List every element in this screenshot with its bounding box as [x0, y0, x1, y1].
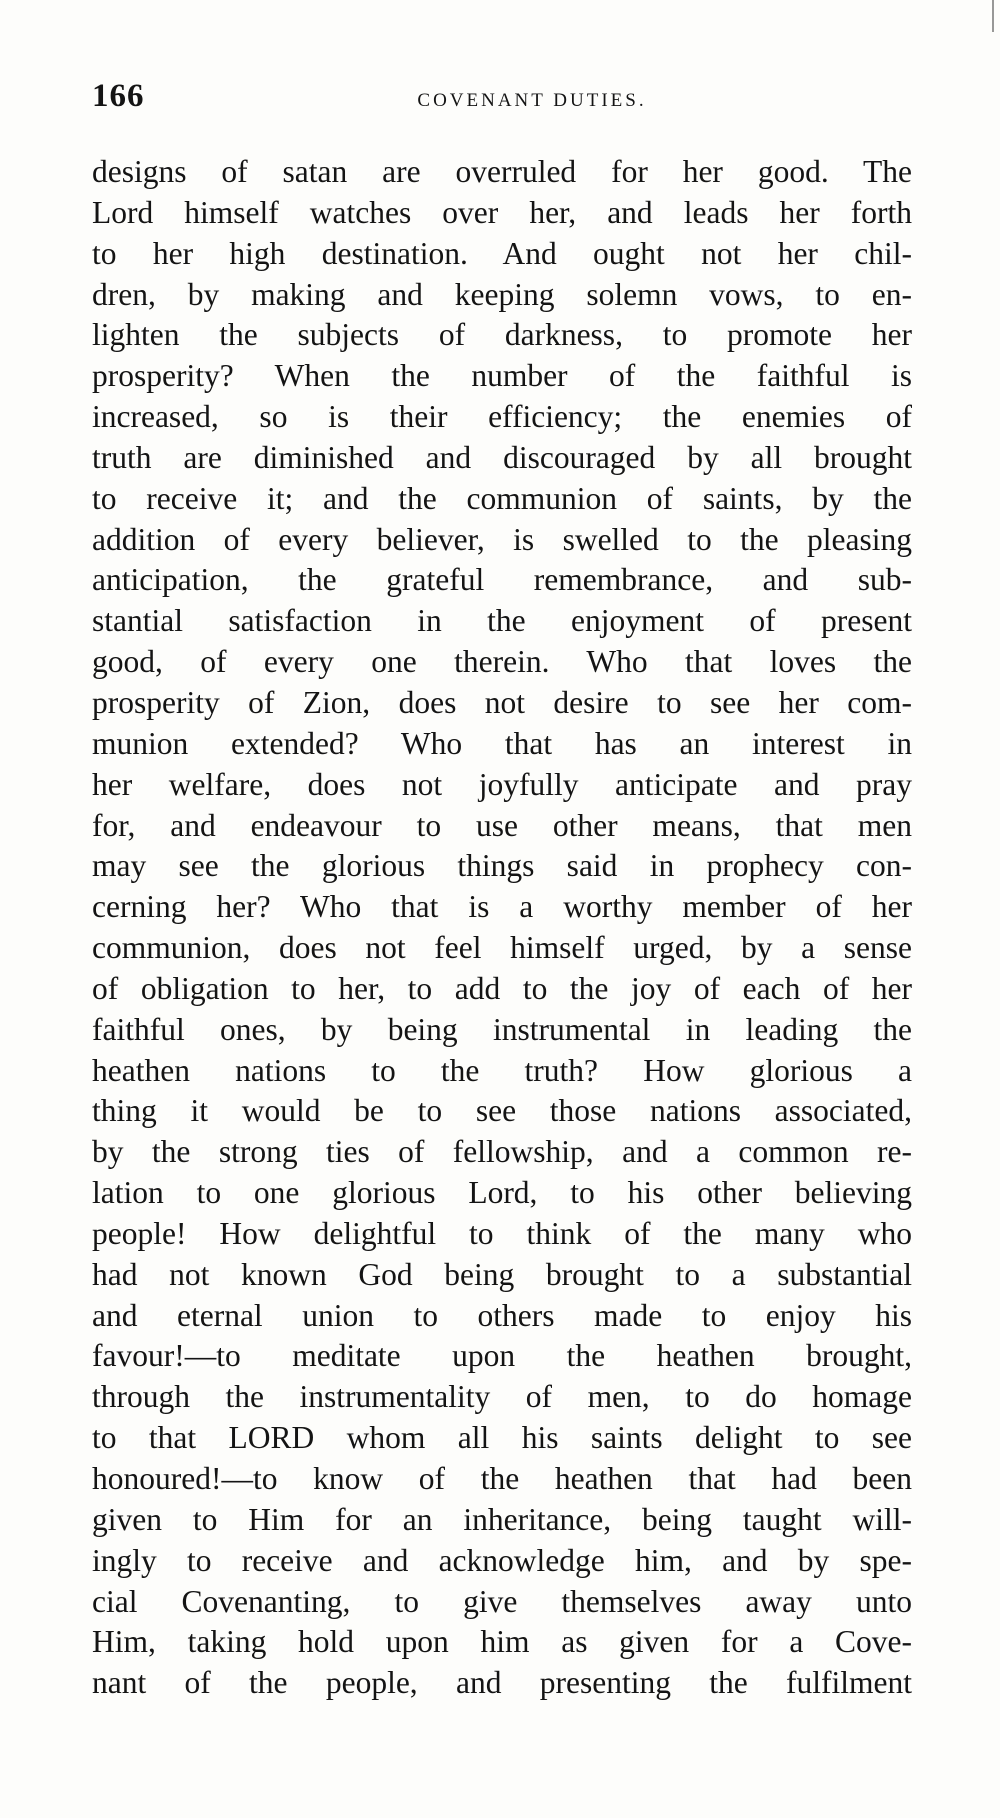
text-line: favour!—to meditate upon the heathen brought,: [92, 1338, 912, 1374]
text-line: people! How delightful to think of the many who: [92, 1215, 912, 1251]
text-line: communion, does not feel himself urged, by a sense: [92, 930, 912, 966]
body-text: [92, 152, 912, 1704]
text-line: prosperity of Zion, does not desire to see her com-: [92, 684, 912, 720]
text-line: good, of every one therein. Who that loves the: [92, 644, 912, 680]
page-number: 166: [92, 78, 145, 114]
text-line: lation to one glorious Lord, to his other believing: [92, 1175, 912, 1211]
text-line: nant of the people, and presenting the fulfilment: [92, 1665, 912, 1701]
text-line: by the strong ties of fellowship, and a common re-: [92, 1134, 912, 1170]
text-line: faithful ones, by being instrumental in leading the: [92, 1011, 912, 1047]
text-line: heathen nations to the truth? How glorious a: [92, 1052, 912, 1088]
text-line: munion extended? Who that has an interest in: [92, 725, 912, 761]
text-line: and eternal union to others made to enjoy his: [92, 1297, 912, 1333]
text-line: anticipation, the grateful remembrance, and sub-: [92, 562, 912, 598]
text-line: dren, by making and keeping solemn vows, to en-: [92, 276, 912, 312]
text-line: to receive it; and the communion of saints, by the: [92, 480, 912, 516]
text-line: thing it would be to see those nations associated,: [92, 1093, 912, 1129]
text-line: to that LORD whom all his saints delight to see: [92, 1420, 912, 1456]
text-line: cial Covenanting, to give themselves away unto: [92, 1583, 912, 1619]
page-edge-mark: [992, 0, 994, 32]
text-line: Him, taking hold upon him as given for a Cove-: [92, 1624, 912, 1660]
text-line: to her high destination. And ought not her chil-: [92, 235, 912, 271]
text-line: increased, so is their efficiency; the enemies of: [92, 399, 912, 435]
text-line: honoured!—to know of the heathen that had been: [92, 1461, 912, 1496]
running-title: COVENANT DUTIES.: [417, 90, 647, 111]
text-line: stantial satisfaction in the enjoyment of present: [92, 603, 912, 639]
text-line: her welfare, does not joyfully anticipate and pray: [92, 766, 912, 802]
text-line: may see the glorious things said in prophecy con-: [92, 848, 912, 884]
text-line: prosperity? When the number of the faithful is: [92, 358, 912, 394]
text-line: lighten the subjects of darkness, to promote her: [92, 317, 912, 353]
text-line: had not known God being brought to a substantial: [92, 1256, 912, 1292]
text-line: truth are diminished and discouraged by all brought: [92, 439, 912, 475]
text-line: addition of every believer, is swelled to the pleasing: [92, 521, 912, 557]
page-header: [92, 78, 912, 118]
text-line: ingly to receive and acknowledge him, and by spe-: [92, 1542, 912, 1578]
text-line: for, and endeavour to use other means, that men: [92, 807, 912, 843]
text-line: given to Him for an inheritance, being taught will-: [92, 1501, 912, 1537]
text-line: of obligation to her, to add to the joy of each of her: [92, 970, 912, 1006]
text-line: Lord himself watches over her, and leads her forth: [92, 194, 912, 230]
text-line: through the instrumentality of men, to do homage: [92, 1379, 912, 1415]
text-line: designs of satan are overruled for her good. The: [92, 154, 912, 189]
text-line: cerning her? Who that is a worthy member of her: [92, 889, 912, 925]
